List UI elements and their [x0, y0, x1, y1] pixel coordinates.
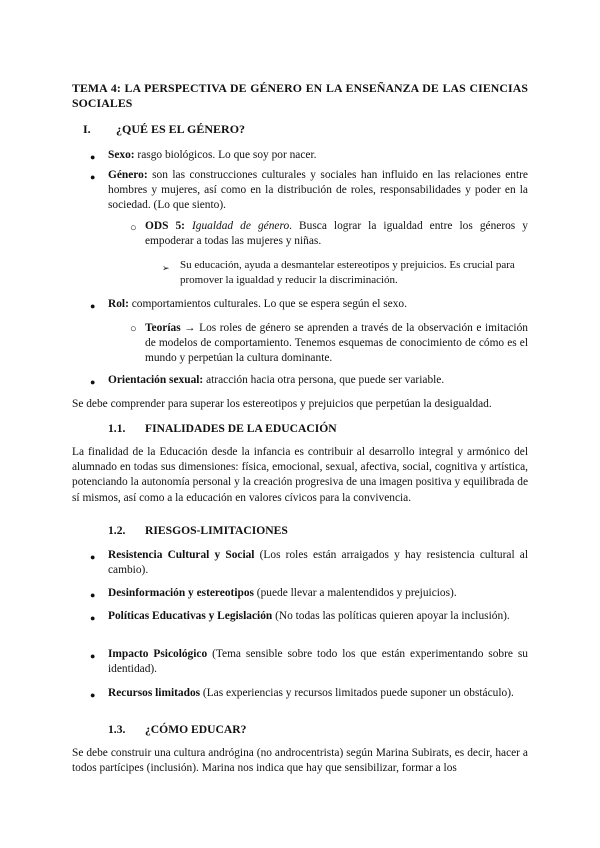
- term: Rol:: [108, 298, 129, 310]
- list-item: [108, 647, 528, 677]
- term: Sexo:: [108, 149, 135, 161]
- list-item: [108, 297, 528, 312]
- list-item: [108, 548, 528, 578]
- paragraph: Se debe construir una cultura andrógina (no androcentrista) según Marina Subirats, es decir, hacer a todos partícipes (inclusión). Marina nos indica que hay que sensibilizar, formar a los: [72, 747, 528, 775]
- list-item: [108, 609, 528, 624]
- term: Recursos limitados: [108, 687, 201, 699]
- circle-bullet-icon: ○: [130, 323, 137, 335]
- list-item: [108, 168, 528, 214]
- bullet-icon: ●: [90, 152, 96, 162]
- term: Impacto Psicológico: [108, 648, 208, 660]
- section-title: ¿QUÉ ES EL GÉNERO?: [116, 122, 246, 136]
- list-item-sub: Su educación, ayuda a desmantelar estereotipos y prejuicios. Es crucial para promover la igualdad y reducir la discriminación.: [180, 259, 515, 287]
- definition: . Busca lograr la igualdad entre los géneros y empoderar a todas las mujeres y niñas.: [145, 220, 528, 248]
- section-number: 1.1.: [108, 422, 126, 435]
- definition: (puede llevar a malentendidos y prejuicios).: [253, 587, 457, 599]
- bullet-icon: ●: [90, 651, 96, 661]
- definition: (Tema sensible sobre todo los que están experimentando sobre su identidad).: [108, 648, 528, 676]
- definition: (Las experiencias y recursos limitados puede suponer un obstáculo).: [200, 687, 514, 699]
- arrow-bullet-icon: ➢: [162, 263, 170, 273]
- list-item-ods: [145, 219, 528, 249]
- bullet-icon: ●: [90, 613, 96, 623]
- document-title: TEMA 4: LA PERSPECTIVA DE GÉNERO EN LA ENSEÑANZA DE LAS CIENCIAS SOCIALES: [72, 81, 528, 110]
- list-item: [108, 148, 528, 163]
- list-item: [108, 686, 528, 701]
- definition: comportamientos culturales. Lo que se espera según el sexo.: [128, 298, 407, 310]
- arrow-icon: →: [180, 322, 200, 334]
- ods-title: Igualdad de género: [192, 220, 290, 232]
- term: Desinformación y estereotipos: [108, 587, 254, 599]
- term: ODS 5:: [145, 220, 185, 232]
- section-number: 1.2.: [108, 524, 126, 537]
- definition: Los roles de género se aprenden a través de la observación e imitación de modelos de comportamiento. Tenemos esquemas de conocimiento de cómo es el mundo y perpetúan la cultura dominante.: [145, 322, 528, 365]
- section-number: I.: [83, 122, 91, 136]
- term: Políticas Educativas y Legislación: [108, 610, 273, 622]
- paragraph: Se debe comprender para superar los estereotipos y prejuicios que perpetúan la desigualdad.: [72, 398, 492, 410]
- section-1-3-heading: [108, 722, 528, 737]
- term: Género:: [108, 169, 148, 181]
- bullet-icon: ●: [90, 690, 96, 700]
- list-item: [108, 373, 528, 388]
- bullet-icon: ●: [90, 377, 96, 387]
- definition: atracción hacia otra persona, que puede ser variable.: [203, 374, 445, 386]
- section-1-1-heading: [108, 421, 528, 436]
- term: Orientación sexual:: [108, 374, 204, 386]
- list-item: [108, 586, 528, 601]
- term: Resistencia Cultural y Social: [108, 549, 255, 561]
- definition: (No todas las políticas quieren apoyar la inclusión).: [272, 610, 510, 622]
- paragraph: La finalidad de la Educación desde la infancia es contribuir al desarrollo integral y armónico del alumnado en todas sus dimensiones: física, emocional, sexual, afectiva, social, cognitiva y artística, potenciando la autonomía personal y la creación progresiva de una imagen positiva y equilibrada de sí mismos, así como a la educación en valores cívicos para la convivencia.: [72, 446, 528, 504]
- definition: (Los roles están arraigados y hay resistencia cultural al cambio).: [108, 549, 528, 577]
- section-1-2-heading: [108, 523, 528, 538]
- bullet-icon: ●: [90, 301, 96, 311]
- section-title: RIESGOS-LIMITACIONES: [145, 524, 288, 537]
- section-number: 1.3.: [108, 723, 126, 736]
- definition: rasgo biológicos. Lo que soy por nacer.: [134, 149, 317, 161]
- section-title: FINALIDADES DE LA EDUCACIÓN: [145, 422, 337, 435]
- bullet-icon: ●: [90, 172, 96, 182]
- section-title: ¿CÓMO EDUCAR?: [145, 723, 247, 736]
- bullet-icon: ●: [90, 552, 96, 562]
- definition: son las construcciones culturales y sociales han influido en las relaciones entre hombres y mujeres, así como en la distribución de roles, responsabilidades y poder en la sociedad. (Lo que siento).: [108, 169, 528, 212]
- bullet-icon: ●: [90, 590, 96, 600]
- section-1-heading: [83, 122, 523, 137]
- list-item-teorias: [145, 321, 528, 367]
- term: Teorías: [145, 322, 181, 334]
- circle-bullet-icon: ○: [130, 222, 137, 234]
